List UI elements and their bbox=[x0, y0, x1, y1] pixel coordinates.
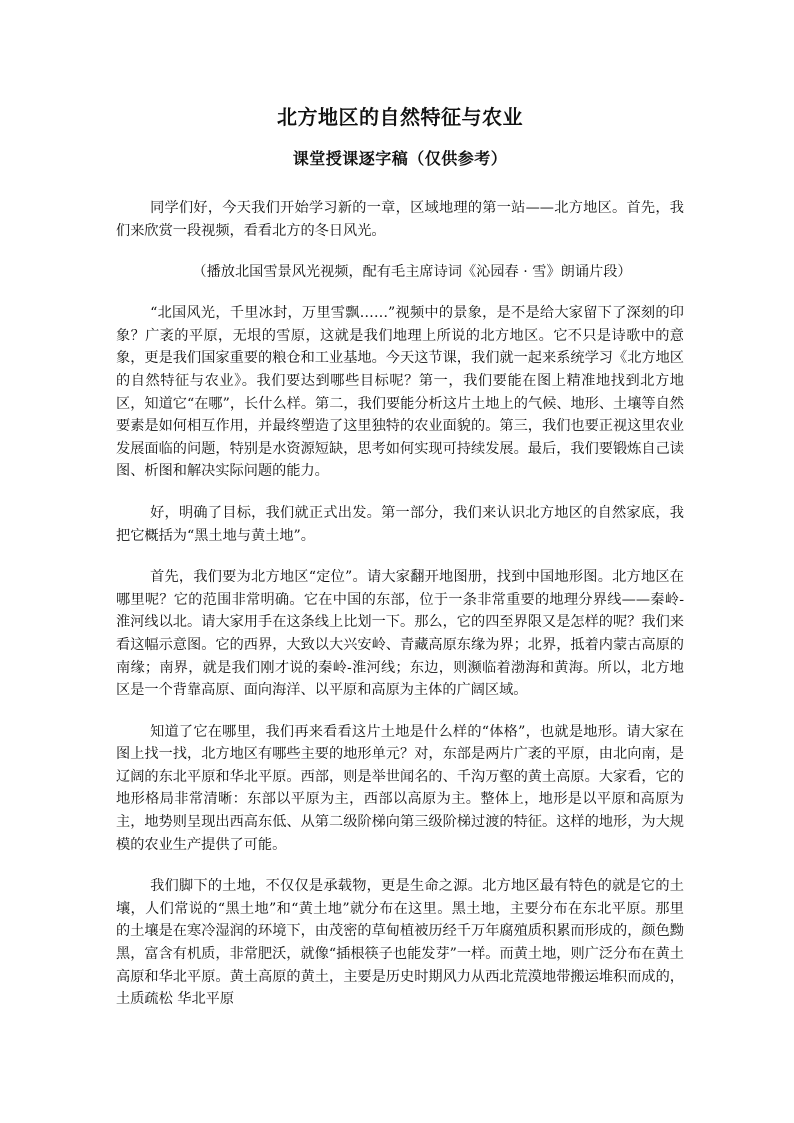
stage-direction: （播放北国雪景风光视频，配有毛主席诗词《沁园春 · 雪》朗诵片段） bbox=[192, 264, 632, 281]
document-title: 北方地区的自然特征与农业 bbox=[277, 105, 523, 129]
paragraph-intro: 同学们好，今天我们开始学习新的一章，区域地理的第一站——北方地区。首先，我们来欣赏一段视频，看看北方的冬日风光。 bbox=[116, 200, 684, 239]
paragraph-location: 首先，我们要为北方地区“定位”。请大家翻开地图册，找到中国地形图。北方地区在哪里呢？它的范围非常明确。它在中国的东部，位于一条非常重要的地理分界线——秦岭-淮河线以北。请大家用手在这条线上比划一下。那么，它的四至界限又是怎样的呢？我们来看这幅示意图。它的西界，大致以大兴安岭、青藏高原东缘为界；北界，抵着内蒙古高原的南缘；南界，就是我们刚才说的秦岭-淮河线；东边，则濒临着渤海和黄海。所以，北方地区是一个背靠高原、面向海洋、以平原和高原为主体的广阔区域。 bbox=[116, 569, 684, 699]
document-subtitle: 课堂授课逐字稿（仅供参考） bbox=[292, 149, 508, 168]
paragraph-terrain: 知道了它在哪里，我们再来看看这片土地是什么样的“体格”，也就是地形。请大家在图上找一找，北方地区有哪些主要的地形单元？对，东部是两片广袤的平原，由北向南，是辽阔的东北平原和华北平原。西部，则是举世闻名的、千沟万壑的黄土高原。大家看，它的地形格局非常清晰：东部以平原为主，西部以高原为主。整体上，地形是以平原和高原为主，地势则呈现出西高东低、从第二级阶梯向第三级阶梯过渡的特征。这样的地形，为大规模的农业生产提供了可能。 bbox=[116, 723, 684, 853]
paragraph-soil: 我们脚下的土地，不仅仅是承载物，更是生命之源。北方地区最有特色的就是它的土壤，人们常说的“黑土地”和“黄土地”就分布在这里。黑土地，主要分布在东北平原。那里的土壤是在寒冷湿润的环境下，由茂密的草甸植被历经千万年腐殖质积累而形成的，颜色黝黑，富含有机质，非常肥沃，就像“插根筷子也能发芽”一样。而黄土地，则广泛分布在黄土高原和华北平原。黄土高原的黄土，主要是历史时期风力从西北荒漠地带搬运堆积而成的，土质疏松 华北平原 bbox=[116, 878, 684, 1008]
document-page bbox=[116, 96, 684, 1011]
paragraph-transition: 好，明确了目标，我们就正式出发。第一部分，我们来认识北方地区的自然家底，我把它概括为“黑土地与黄土地”。 bbox=[116, 504, 684, 544]
paragraph-objectives: “北国风光，千里冰封，万里雪飘……”视频中的景象，是不是给大家留下了深刻的印象？广袤的平原，无垠的雪原，这就是我们地理上所说的北方地区。它不只是诗歌中的意象，更是我们国家重要的粮仓和工业基地。今天这节课，我们就一起来系统学习《北方地区的自然特征与农业》。我们要达到哪些目标呢？第一，我们要能在图上精准地找到北方地区，知道它“在哪”，长什么样。第二，我们要能分析这片土地上的气候、地形、土壤等自然要素是如何相互作用，并最终塑造了这里独特的农业面貌的。第三，我们也要正视这里农业发展面临的问题，特别是水资源短缺，思考如何实现可持续发展。最后，我们要锻炼自己读图、析图和解决实际问题的能力。 bbox=[116, 305, 684, 480]
